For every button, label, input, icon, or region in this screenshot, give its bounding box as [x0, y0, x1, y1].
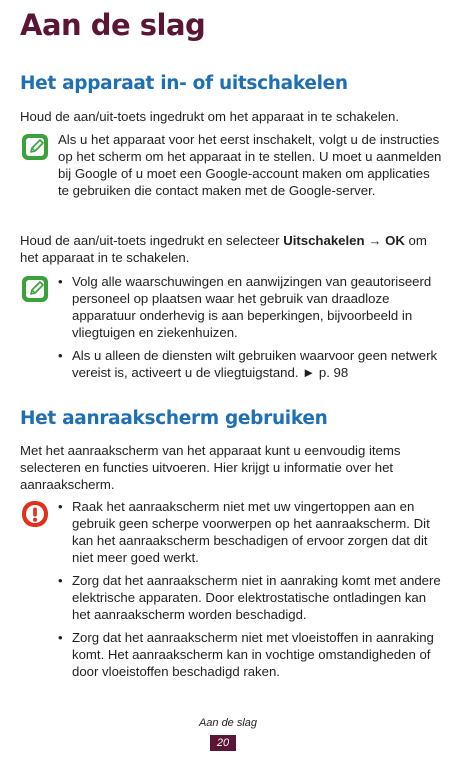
list-item-text: Raak het aanraakscherm niet met uw vingertoppen aan en gebruik geen scherpe voorwerpen op het aanraakscherm. Dit kan het aanraakscherm beschadigen of ervoor zorgen dat dit niet meer goed werkt. — [72, 499, 430, 565]
power-off-arrow: → — [364, 233, 386, 248]
footer-section-label: Aan de slag — [198, 717, 258, 729]
power-off-option: Uitschakelen — [283, 233, 365, 248]
list-item — [58, 498, 442, 566]
bullet-icon: • — [58, 274, 63, 289]
pencil-note-icon — [20, 132, 50, 162]
section-heading-touchscreen: Het aanraakscherm gebruiken — [20, 408, 328, 429]
bullet-icon: • — [58, 499, 63, 514]
bullet-icon: • — [58, 630, 63, 645]
list-item — [58, 572, 442, 623]
list-item — [58, 347, 442, 381]
bullet-icon: • — [58, 573, 63, 588]
power-off-text-post: om het apparaat in te schakelen. — [20, 233, 427, 265]
power-off-text — [20, 232, 440, 266]
list-item-text: Zorg dat het aanraakscherm niet met vloeistoffen in aanraking komt. Het aanraakscherm kan in vochtige omstandigheden of door vloeistoffen beschadigd raken. — [72, 630, 434, 679]
exclamation-warning-icon — [20, 499, 50, 529]
list-item-text: Zorg dat het aanraakscherm niet in aanraking komt met andere elektrische apparaten. Door elektrostatische ontladingen kan het aanraakscherm worden beschadigd. — [72, 573, 441, 622]
power-on-text: Houd de aan/uit-toets ingedrukt om het apparaat in te schakelen. — [20, 109, 400, 124]
pencil-note-icon — [20, 274, 50, 304]
warning-touchscreen-list — [58, 498, 442, 680]
page-title: Aan de slag — [20, 8, 206, 42]
bullet-icon: • — [58, 348, 63, 363]
power-off-ok: OK — [385, 233, 405, 248]
list-item-text: Als u alleen de diensten wilt gebruiken waarvoor geen netwerk vereist is, activeert u de vliegtuigstand. ► p. 98 — [72, 348, 438, 380]
section-heading-power: Het apparaat in- of uitschakelen — [20, 73, 348, 94]
list-item — [58, 273, 442, 341]
touchscreen-intro-text: Met het aanraakscherm van het apparaat kunt u eenvoudig items selecteren en functies uitvoeren. Hier krijgt u informatie over het aanraakscherm. — [20, 443, 401, 492]
page-number: 20 — [210, 735, 236, 751]
note-first-start-text: Als u het apparaat voor het eerst inschakelt, volgt u de instructies op het scherm om het apparaat in te stellen. U moet u aanmelden bij Google of u moet een Google-account maken om applicaties te gebruiken die contact maken met de Google-server. — [58, 132, 442, 198]
list-item-text: Volg alle waarschuwingen en aanwijzingen van geautoriseerd personeel op plaatsen waar het gebruik van draadloze apparatuur onderhevig is aan beperkingen, bijvoorbeeld in vliegtuigen en ziekenhuizen. — [72, 274, 432, 340]
power-off-text-pre: Houd de aan/uit-toets ingedrukt en selecteer — [20, 233, 284, 248]
list-item — [58, 629, 442, 680]
note-restricted-areas-list — [58, 273, 442, 381]
